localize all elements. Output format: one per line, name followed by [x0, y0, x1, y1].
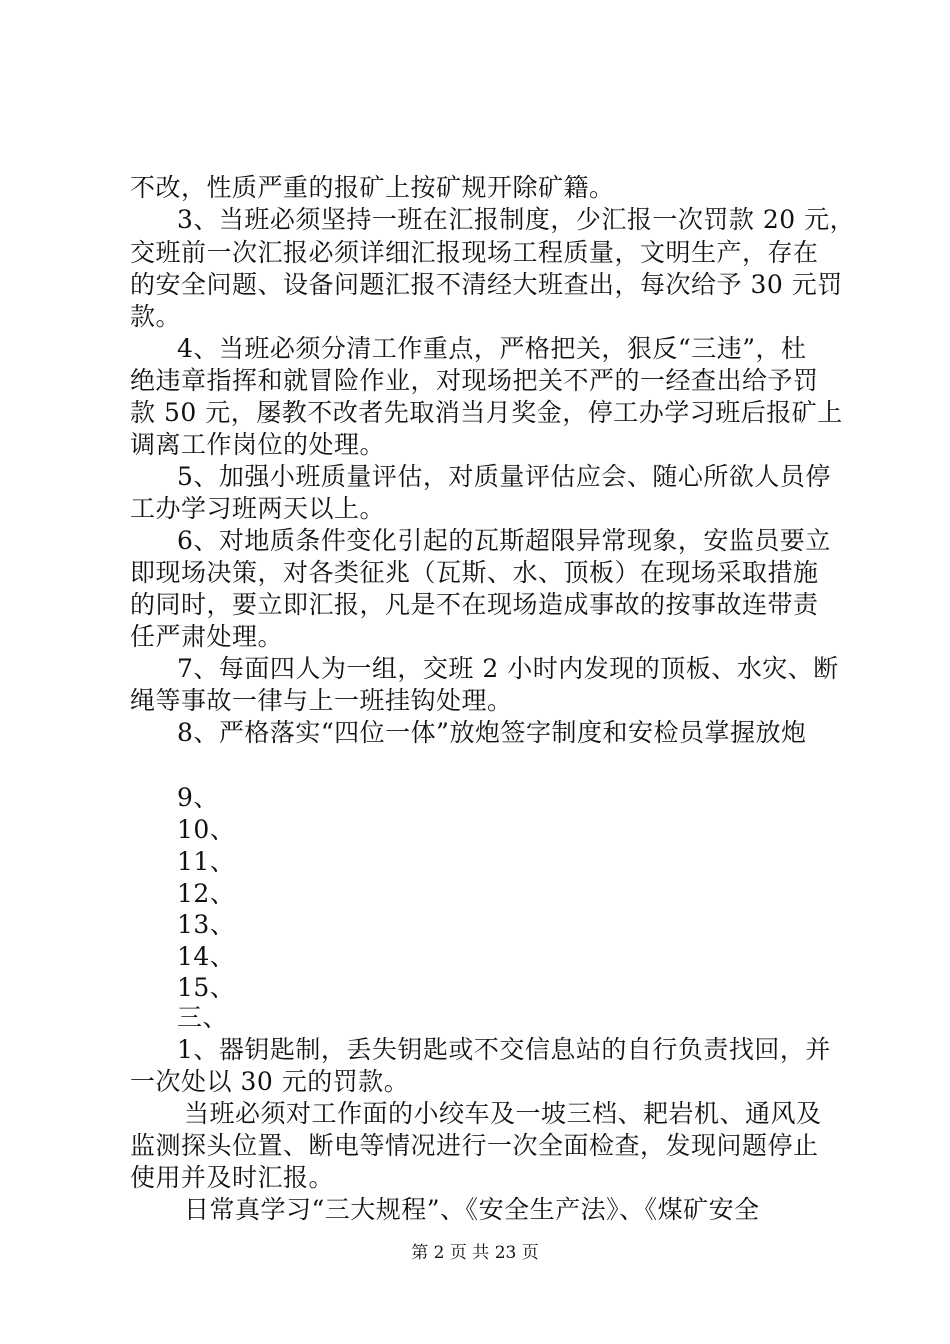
text-line: 3、当班必须坚持一班在汇报制度，少汇报一次罚款 20 元，: [177, 205, 856, 234]
text-line: 的安全问题、设备问题汇报不清经大班查出，每次给予 30 元罚: [130, 270, 843, 299]
text-line: 交班前一次汇报必须详细汇报现场工程质量，文明生产，存在: [130, 238, 819, 267]
text-line: 绳等事故一律与上一班挂钩处理。: [130, 686, 513, 715]
text-line: 监测探头位置、断电等情况进行一次全面检查，发现问题停止: [130, 1131, 819, 1160]
text-line: 6、对地质条件变化引起的瓦斯超限异常现象，安监员要立: [177, 526, 831, 555]
text-line: 不改，性质严重的报矿上按矿规开除矿籍。: [130, 173, 615, 202]
text-line: 款 50 元，屡教不改者先取消当月奖金，停工办学习班后报矿上: [130, 398, 843, 427]
text-line: 使用并及时汇报。: [130, 1163, 335, 1192]
text-line: 当班必须对工作面的小绞车及一坡三档、耙岩机、通风及: [184, 1099, 822, 1128]
text-line: 15、: [177, 973, 236, 1002]
text-line: 9、: [177, 783, 219, 812]
page-number-footer: 第 2 页 共 23 页: [411, 1243, 539, 1263]
text-line: 14、: [177, 942, 236, 971]
text-line: 5、加强小班质量评估，对质量评估应会、随心所欲人员停: [177, 462, 831, 491]
text-line: 三、: [177, 1003, 229, 1032]
text-line: 8、严格落实“四位一体”放炮签字制度和安检员掌握放炮: [177, 718, 807, 747]
text-line: 工办学习班两天以上。: [130, 494, 386, 523]
text-line: 1、器钥匙制，丢失钥匙或不交信息站的自行负责找回，并: [177, 1035, 831, 1064]
text-line: 绝违章指挥和就冒险作业，对现场把关不严的一经查出给予罚: [130, 366, 819, 395]
text-line: 11、: [177, 847, 236, 876]
text-line: 10、: [177, 815, 236, 844]
text-line: 一次处以 30 元的罚款。: [130, 1067, 410, 1096]
text-line: 任严肃处理。: [130, 622, 284, 651]
text-line: 4、当班必须分清工作重点，严格把关，狠反“三违”，杜: [177, 334, 807, 363]
text-line: 日常真学习“三大规程”、《安全生产法》、《煤矿安全: [184, 1195, 760, 1224]
text-line: 13、: [177, 910, 236, 939]
text-line: 即现场决策，对各类征兆（瓦斯、水、顶板）在现场采取措施: [130, 558, 819, 587]
text-line: 款。: [130, 302, 182, 331]
text-line: 的同时，要立即汇报，凡是不在现场造成事故的按事故连带责: [130, 590, 819, 619]
text-line: 调离工作岗位的处理。: [130, 430, 386, 459]
text-line: 12、: [177, 879, 236, 908]
text-line: 7、每面四人为一组，交班 2 小时内发现的顶板、水灾、断: [177, 654, 839, 683]
